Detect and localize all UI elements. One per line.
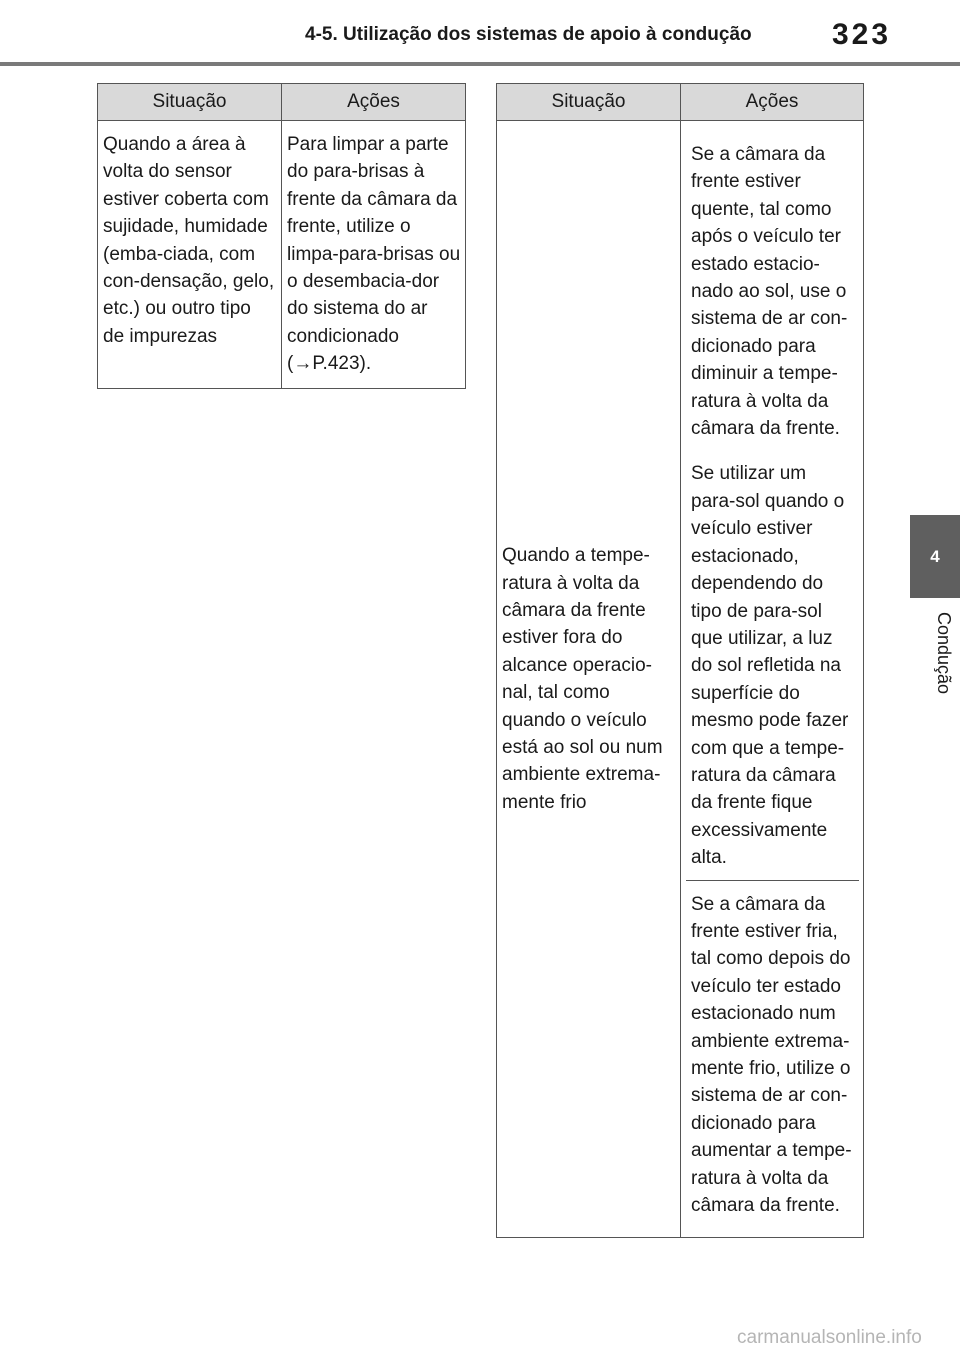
- table-row: [497, 121, 864, 1238]
- chapter-label: Condução: [934, 612, 954, 695]
- action-cold-camera: Se a câmara da frente estiver fria, tal como depois do veículo ter estado estacionado num ambiente extrema-mente frio, utilize o sistema de ar con-dicionado para aumentar a tempe-ratura à volta da câmara da frente.: [686, 880, 859, 1228]
- action-hot-camera: Se a câmara da frente estiver quente, tal como após o veículo ter estado estacio-nado ao sol, use o sistema de ar con-dicionado para diminuir a tempe-ratura à volta da câmara da frente.: [691, 144, 848, 440]
- table-header-row: [497, 84, 864, 121]
- action-cell: [681, 121, 864, 1238]
- column-header-situation: Situação: [98, 84, 282, 121]
- header-divider: [0, 62, 960, 66]
- situation-cell: Quando a tempe-ratura à volta da câmara da frente estiver fora do alcance operacio-nal, tal como quando o veículo está ao sol ou num ambiente extrema-mente frio: [497, 121, 681, 1238]
- chapter-tab[interactable]: [910, 515, 960, 598]
- action-cell: Para limpar a parte do para-brisas à frente da câmara da frente, utilize o limpa-para-brisas ou o desembacia-dor do sistema do ar condicionado (→P.423).: [282, 121, 466, 389]
- watermark: carmanualsonline.info: [737, 1327, 922, 1348]
- section-title: 4-5. Utilização dos sistemas de apoio à condução: [305, 24, 752, 45]
- situation-actions-table-right: [496, 83, 864, 1238]
- column-header-actions: Ações: [681, 84, 864, 121]
- page-number: 323: [832, 18, 892, 51]
- action-sunshade: Se utilizar um para-sol quando o veículo estiver estacionado, dependendo do tipo de para-sol que utilizar, a luz do sol refletida na superfície do mesmo pode fazer com que a tempe-ratura da câmara da frente fique excessivamente alta.: [691, 463, 849, 869]
- chapter-number: 4: [930, 546, 940, 566]
- column-header-actions: Ações: [282, 84, 466, 121]
- situation-actions-table-left: [97, 83, 466, 389]
- table-row: [98, 121, 466, 389]
- table-header-row: [98, 84, 466, 121]
- column-header-situation: Situação: [497, 84, 681, 121]
- situation-cell: Quando a área à volta do sensor estiver coberta com sujidade, humidade (emba-ciada, com con-densação, gelo, etc.) ou outro tipo de impurezas: [98, 121, 282, 389]
